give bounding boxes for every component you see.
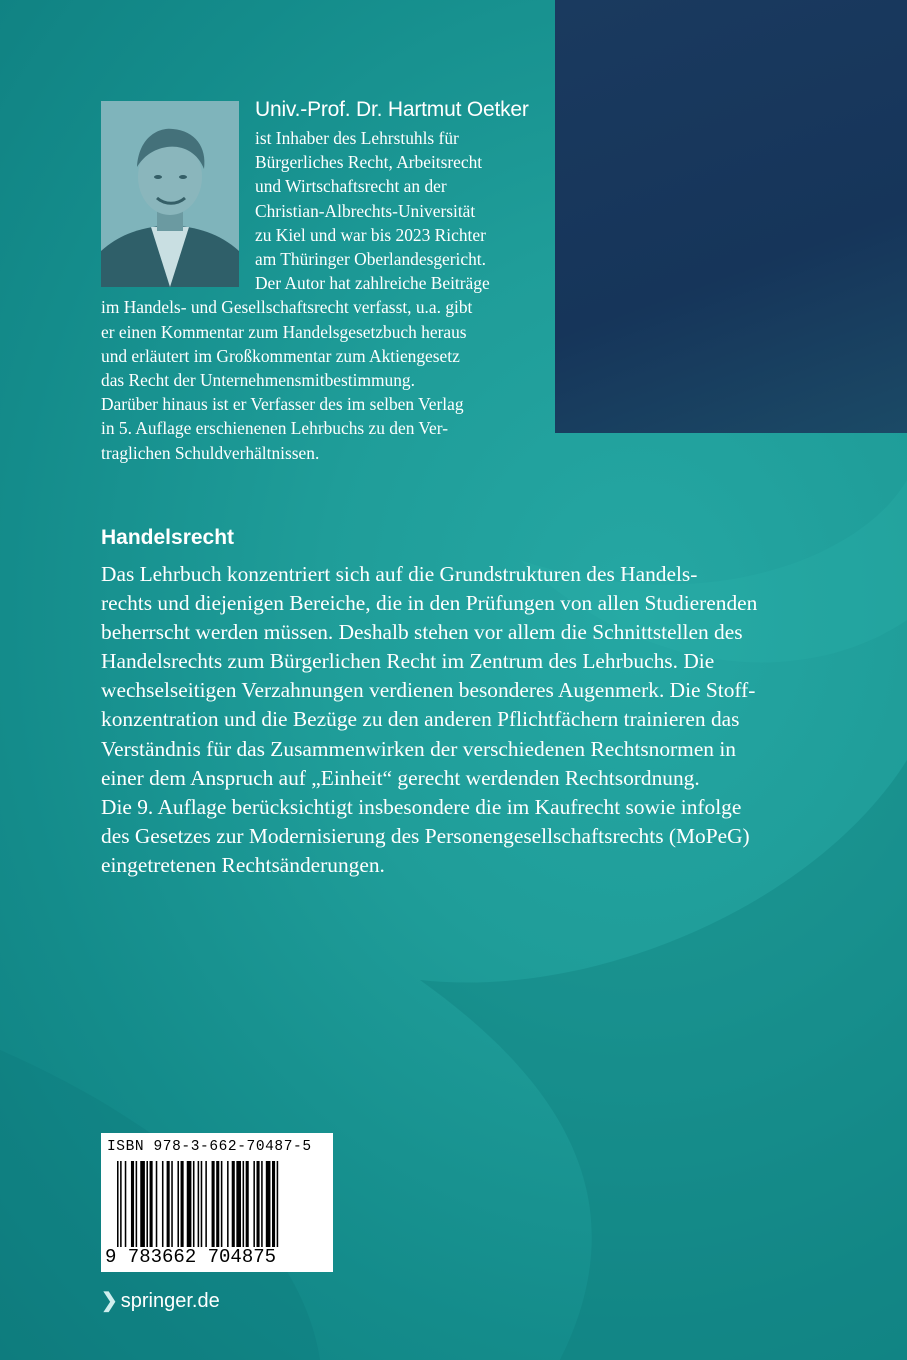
bio-line: und erläutert im Großkommentar zum Aktiengesetz [101,345,460,366]
chevron-right-icon: ❯ [101,1290,118,1312]
ean-digits: 9 783662 704875 [105,1246,277,1268]
barcode-bar [277,1161,279,1247]
description-line: rechts und diejenigen Bereiche, die in den Prüfungen von allen Studierenden [101,591,758,616]
isbn-label: ISBN 978-3-662-70487-5 [107,1139,312,1155]
description-line: Die 9. Auflage berücksichtigt insbesondere die im Kaufrecht sowie infolge [101,794,742,819]
bio-line: Der Autor hat zahlreiche Beiträge [255,273,490,294]
bio-line: im Handels- und Gesellschaftsrecht verfasst, u.a. gibt [101,297,473,318]
barcode-bar [136,1161,138,1247]
barcode-bar [171,1161,173,1247]
barcode-bar [198,1161,200,1247]
description-line: des Gesetzes zur Modernisierung des Personengesellschaftsrechts (MoPeG) [101,823,750,848]
barcode-bar [156,1161,158,1247]
description-line: Handelsrechts zum Bürgerlichen Recht im Zentrum des Lehrbuchs. Die [101,649,715,674]
description-line: eingetretenen Rechtsänderungen. [101,852,385,877]
publisher-link[interactable] [101,1288,220,1313]
barcode-bar [246,1161,249,1247]
barcode-bar [227,1161,229,1247]
barcode-bar [205,1161,207,1247]
barcode-bar [167,1161,170,1247]
description-line: beherrscht werden müssen. Deshalb stehen vor allem die Schnittstellen des [101,620,743,645]
author-bio [101,126,541,465]
barcode-bar [140,1161,145,1247]
barcode-bar [201,1161,203,1247]
barcode-bar [162,1161,164,1247]
bio-line: am Thüringer Oberlandesgericht. [255,249,486,270]
bio-line: ist Inhaber des Lehrstuhls für [255,128,459,148]
bio-line: traglichen Schuldverhältnissen. [101,442,320,463]
barcode-bar [253,1161,255,1247]
barcode-bar [261,1161,263,1247]
description-line: wechselseitigen Verzahnungen verdienen besonderes Augenmerk. Die Stoff- [101,678,756,703]
barcode-bar [257,1161,260,1247]
barcode-bar [177,1161,179,1247]
barcode-bar [146,1161,148,1247]
description-line: konzentration und die Bezüge zu den anderen Pflichtfächern trainieren das [101,707,740,732]
barcode-bar [266,1161,271,1247]
barcode-bar [236,1161,241,1247]
barcode-bar [125,1161,127,1247]
barcode-bars [117,1161,317,1247]
barcode-bar [131,1161,134,1247]
author-name: Univ.-Prof. Dr. Hartmut Oetker [255,98,529,121]
description-line: einer dem Anspruch auf „Einheit“ gerecht werdenden Rechtsordnung. [101,765,700,790]
bio-line: Christian-Albrechts-Universität [255,200,476,221]
book-description [101,560,861,880]
barcode-bar [187,1161,192,1247]
description-line: Das Lehrbuch konzentriert sich auf die Grundstrukturen des Handels- [101,562,698,586]
barcode-bar [243,1161,245,1247]
bio-line: Darüber hinaus ist er Verfasser des im selben Verlag [101,394,464,415]
barcode-bar [181,1161,184,1247]
barcode-bar [216,1161,219,1247]
barcode-bar [117,1161,119,1247]
barcode-bar [272,1161,275,1247]
barcode-bar [212,1161,215,1247]
description-line: Verständnis für das Zusammenwirken der verschiedenen Rechtsnormen in [101,736,736,761]
bio-line: und Wirtschaftsrecht an der [255,176,447,197]
publisher-website: springer.de [120,1290,220,1312]
bio-line: in 5. Auflage erschienenen Lehrbuchs zu den Ver- [101,418,449,439]
barcode-bar [120,1161,122,1247]
barcode-bar [221,1161,223,1247]
barcode-bar [150,1161,153,1247]
cover-accent-panel [555,0,907,433]
bio-line: zu Kiel und war bis 2023 Richter [255,224,486,245]
barcode-bar [232,1161,235,1247]
isbn-barcode [101,1133,333,1272]
barcode-bar [193,1161,195,1247]
bio-line: das Recht der Unternehmensmitbestimmung. [101,370,415,391]
bio-line: Bürgerliches Recht, Arbeitsrecht [255,152,483,173]
book-title: Handelsrecht [101,526,235,549]
bio-line: er einen Kommentar zum Handelsgesetzbuch heraus [101,321,467,342]
